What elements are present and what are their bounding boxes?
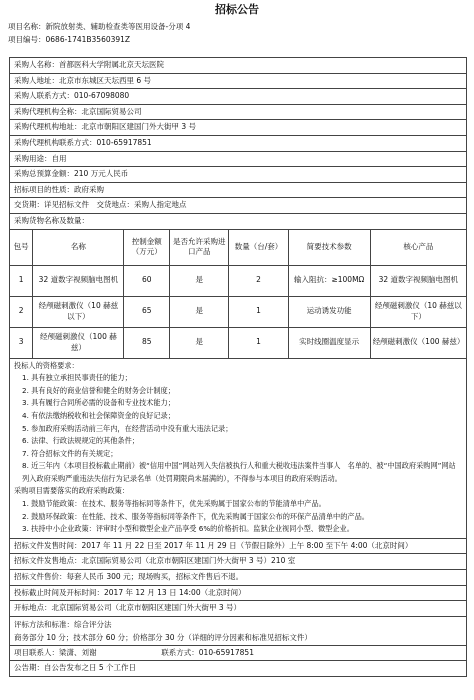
table-cell: 60 [124, 265, 170, 296]
qualifications-heading: 投标人的资格要求： [14, 360, 79, 370]
agency-address: 采购代理机构地址：北京市朝阳区建国门外大街甲 3 号 [10, 120, 466, 136]
col-header: 名称 [33, 230, 124, 266]
table-cell: 3 [10, 327, 33, 358]
doc-sale-place: 招标文件发售地点：北京国际贸易公司（北京市朝阳区建国门外大街甲 3 号）210 室 [10, 554, 466, 570]
policy-item: 3. 扶持中小企业政策：评审时小型和微型企业产品享受 6%的价格折扣。监狱企业视同小型、微型企业。 [22, 524, 354, 534]
qualification-item: 4. 有依法缴纳税收和社会保障资金的良好记录； [22, 410, 175, 420]
evaluation-scores: 商务部分 10 分；技术部分 60 分；价格部分 30 分（详细的评分因素和标准见招标文件） [14, 632, 312, 642]
table-cell: 是 [170, 296, 229, 327]
table-row [10, 327, 466, 358]
col-header: 数量（台/套） [229, 230, 288, 266]
delivery-info: 交货期：详见招标文件 交货地点：采购人指定地点 [10, 198, 466, 214]
bid-deadline: 投标截止时间及开标时间：2017 年 12 月 13 日 14:00（北京时间） [10, 586, 466, 602]
col-header: 是否允许采购进口产品 [170, 230, 229, 266]
table-cell: 是 [170, 265, 229, 296]
table-row [10, 265, 466, 296]
table-cell: 32 道数字视频脑电图机 [33, 265, 124, 296]
table-cell: 32 道数字视频脑电图机 [370, 265, 466, 296]
policy-item: 1. 鼓励节能政策：在技术、服务等指标同等条件下，优先采购属于国家公布的节能清单中产品。 [22, 499, 326, 509]
purchaser-address: 采购人地址：北京市东城区天坛西里 6 号 [10, 74, 466, 90]
qualifications-section [10, 359, 466, 539]
table-cell: 1 [229, 296, 288, 327]
col-header: 包号 [10, 230, 33, 266]
table-cell: 1 [10, 265, 33, 296]
table-cell: 运动诱发功能 [288, 296, 370, 327]
doc-sale-period: 招标文件发售时间：2017 年 11 月 22 日至 2017 年 11 月 29 日（节假日除外）上午 8:00 至下午 4:00（北京时间） [10, 539, 466, 555]
purpose: 采购用途：自用 [10, 152, 466, 168]
items-table [10, 230, 466, 359]
purchaser-contact: 采购人联系方式：010-67098080 [10, 89, 466, 105]
announcement-table [9, 57, 467, 677]
contact-phone: 联系方式：010-65917851 [161, 647, 254, 657]
contact-row [10, 646, 466, 662]
qualification-item: 6. 法律、行政法规规定的其他条件； [22, 436, 139, 446]
col-header: 控制金额（万元） [124, 230, 170, 266]
qualification-item: 7. 符合招标文件的有关规定； [22, 448, 118, 458]
qualification-item: 2. 具有良好的商业信誉和健全的财务会计制度； [22, 385, 175, 395]
table-row [10, 296, 466, 327]
table-cell: 实时线圈温度显示 [288, 327, 370, 358]
policy-item: 2. 鼓励环保政策：在性能、技术、服务等指标同等条件下，优先采购属于国家公布的环保产品清单中的产品。 [22, 511, 369, 521]
table-cell: 65 [124, 296, 170, 327]
project-name: 项目名称：新院放射类、辅助检查类等医用设备-分项 4 [8, 22, 191, 31]
agency-contact: 采购代理机构联系方式：010-65917851 [10, 136, 466, 152]
table-cell: 85 [124, 327, 170, 358]
qualification-item: 3. 具有履行合同所必需的设备和专业技术能力； [22, 398, 175, 408]
qualification-item: 8. 近三年内（本项目投标截止期前）被“信用中国”网站列入失信被执行人和重大税收违法案件当事人 名单的、被“中国政府采购网”网站列入政府采购严重违法失信行为记录名单（处罚期限尚未届满的），不得参与本项目的政府采购活动。 [22, 461, 456, 483]
project-number: 项目编号：0686-1741B3560391Z [8, 35, 131, 44]
table-cell: 经颅磁刺激仪（10 赫兹以下） [33, 296, 124, 327]
purchaser-name: 采购人名称：首都医科大学附属北京天坛医院 [10, 58, 466, 74]
items-table-header [10, 230, 466, 266]
evaluation-method: 评标方法和标准：综合评分法 [14, 619, 112, 629]
contact-person: 项目联系人：梁潇、刘谢 [14, 647, 97, 657]
col-header: 核心产品 [370, 230, 466, 266]
qualification-item: 1. 具有独立承担民事责任的能力； [22, 373, 132, 383]
page-title: 招标公告 [215, 3, 259, 16]
col-header: 简要技术参数 [288, 230, 370, 266]
table-cell: 输入阻抗：≥100MΩ [288, 265, 370, 296]
agency-name: 采购代理机构全称：北京国际贸易公司 [10, 105, 466, 121]
table-cell: 经颅磁刺激仪（100 赫兹） [370, 327, 466, 358]
table-cell: 经颅磁刺激仪（100 赫兹） [33, 327, 124, 358]
budget: 采购总预算金额：210 万元人民币 [10, 167, 466, 183]
project-nature: 招标项目的性质：政府采购 [10, 183, 466, 199]
opening-place: 开标地点：北京国际贸易公司（北京市朝阳区建国门外大街甲 3 号） [10, 601, 466, 617]
policy-heading: 采购项目需要落实的政府采购政策： [14, 486, 130, 496]
table-cell: 2 [10, 296, 33, 327]
tender-announcement [0, 0, 474, 46]
table-cell: 1 [229, 327, 288, 358]
table-cell: 2 [229, 265, 288, 296]
table-cell: 是 [170, 327, 229, 358]
doc-price: 招标文件售价：每套人民币 300 元；现场购买，招标文件售后不退。 [10, 570, 466, 586]
notice-period: 公告期：自公告发布之日 5 个工作日 [14, 663, 137, 673]
qualification-item: 5. 参加政府采购活动前三年内，在经营活动中没有重大违法记录； [22, 423, 233, 433]
goods-header: 采购货物名称及数量： [10, 214, 466, 230]
table-cell: 经颅磁刺激仪（10 赫兹以下） [370, 296, 466, 327]
evaluation-section [10, 617, 466, 646]
